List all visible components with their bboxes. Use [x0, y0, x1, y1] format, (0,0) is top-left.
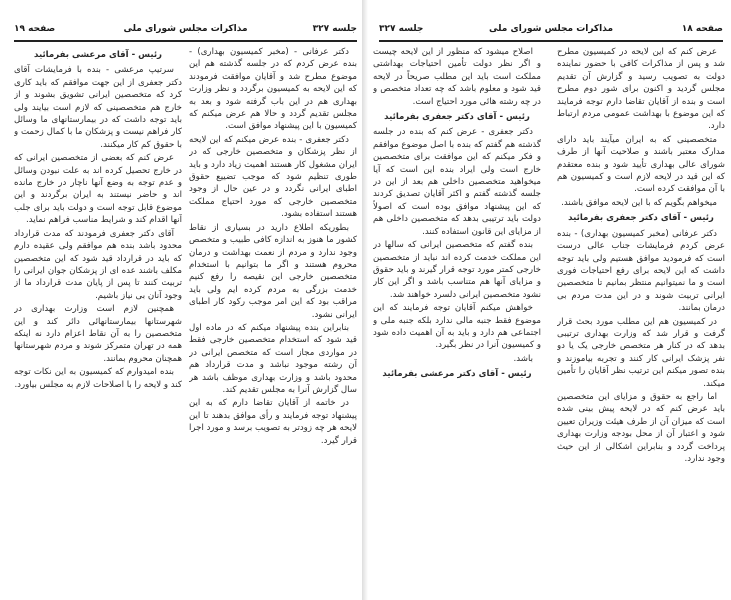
text-column-right: [189, 46, 357, 591]
left-page: [0, 0, 365, 600]
paragraph: بنده امیدوارم که کمیسیون به این نکات توجه کند و لایحه را با اصلاحات لازم به مجلس بیاورد.: [14, 367, 182, 390]
paragraph: در خاتمه از آقایان تقاضا دارم که به این پیشنهاد توجه فرمایند و رأی موافق بدهند تا این لایحه هر چه زودتر به تصویب برسد و مورد اجرا قرار گیرد.: [189, 398, 357, 446]
paragraph: دکتر عرفانی - (مخبر کمیسیون بهداری) - بنده عرض کردم که در جلسه گذشته هم این موضوع مطرح شد و آقایان موافقت فرمودند که این لایحه به کمیسیون برگردد و نظر وزارت بهداری هم در این باب گرفته شود و بعد به مجلس تقدیم گردد و حالا هم عرض میکنم که کمیسیون با این پیشنهاد موافق است.: [189, 47, 357, 132]
right-page: [365, 0, 731, 600]
paragraph: بطوریکه اطلاع دارید در بسیاری از نقاط کشور ما هنوز به اندازه کافی طبیب و متخصص وجود ندارد و مردم از نعمت بهداشت و درمان محروم هستند و اگر ما بتوانیم با استخدام متخصصین خارجی این نقیصه را رفع کنیم خدمت بزرگی به مردم کرده ایم ولی باید مراقب بود که این امر موجب رکود کار اطبای ایرانی نشود.: [189, 222, 357, 320]
paragraph: دکتر جعفری - عرض کنم که بنده در جلسه گذشته هم گفتم که بنده با اصل موضوع موافقم و فکر میکنم که این موافقت برای متخصصین خارج است ولی ایراد بنده این است که آیا میخواهید متخصصین داخلی هم بعد از این در جلسه گذشته گفتم و اکثر آقایان تصدیق کردند که این پیشنهاد موافق بوده است که اصولاً دولت باید ترتیبی بدهد که متخصصین داخلی هم از مزایای این قانون استفاده کنند.: [373, 127, 541, 237]
paragraph: اصلاح میشود که منظور از این لایحه چیست و اگر نظر دولت تأمین احتیاجات بهداشتی مملکت است باید این مطلب صریحاً در لایحه قید شود و معلوم باشد که چه تعداد متخصص و در چه رشته هائی مورد احتیاج است.: [373, 47, 541, 107]
page-header: [14, 24, 357, 38]
speaker-heading: رئیس - آقای دکتر مرعشی بفرمائید: [382, 369, 532, 380]
paragraph: آقای دکتر جعفری فرمودند که مدت قرارداد محدود باشد بنده هم موافقم ولی عقیده دارم که باید در قرارداد قید شود که این متخصصین مکلف باشند عده ای از پزشکان جوان ایرانی را تربیت کنند تا پس از پایان مدت قرارداد ما از وجود آنان بی نیاز باشیم.: [14, 228, 182, 301]
text-column-left: [14, 46, 182, 591]
paragraph: بنابراین بنده پیشنهاد میکنم که در ماده اول قید شود که استخدام متخصصین خارجی فقط در مواردی مجاز است که متخصص ایرانی در آن رشته موجود نباشد و مدت قرارداد هم محدود باشد و وزارت بهداری موظف باشد هر سال گزارش آنرا به مجلس تقدیم کند.: [189, 322, 357, 395]
paragraph: سرتیپ مرعشی - بنده با فرمایشات آقای دکتر جعفری از این جهت موافقم که باید کاری کرد که متخصصین ایرانی تشویق بشوند و از خارج هم متخصصینی که لازم است بیایند ولی باید توجه داشت که در بیمارستانهای ما وسائل کار فراهم نیست و پزشکان ما با کمال زحمت و با حقوق کم کار میکنند.: [14, 65, 182, 150]
page-number: صفحه ۱۹: [14, 24, 56, 34]
paragraph: در کمیسیون هم این مطلب مورد بحث قرار گرفت و قرار شد که وزارت بهداری ترتیبی بدهد که در کنار هر متخصص خارجی یک یا دو نفر پزشک ایرانی کار کنند و تجربه بیاموزند و بنده تصور میکنم این ترتیب نظر آقایان را تأمین میکند.: [557, 316, 725, 389]
header-rule: [14, 40, 357, 42]
paragraph: عرض کنم که بعضی از متخصصین ایرانی که در خارج تحصیل کرده اند به علت نبودن وسائل و عدم توجه به وضع آنها ناچار در خارج مانده اند و حاضر نیستند به ایران برگردند و این موضوع قابل توجه است و دولت باید برای جلب آنها اقدام کند و شرایط مناسب فراهم نماید.: [14, 153, 182, 226]
paragraph: بنده گفتم که متخصصین ایرانی که سالها در این مملکت خدمت کرده اند نباید از متخصصین خارجی کمتر مورد توجه قرار گیرند و باید حقوق و مزایای آنها هم متناسب باشد و اگر این کار نشود متخصصین ایرانی دلسرد خواهند شد.: [373, 240, 541, 300]
paragraph: خواهش میکنم آقایان توجه فرمایند که این موضوع فقط جنبه مالی ندارد بلکه جنبه ملی و اجتماعی هم دارد و باید به آن اهمیت داده شود و کمیسیون آنرا در نظر بگیرد.: [373, 303, 541, 351]
speaker-heading: رئیس - آقای مرعشی بفرمائید: [33, 50, 163, 60]
text-column-right: [557, 46, 725, 591]
paragraph: میخواهم بگویم که با این لایحه موافق باشند.: [561, 197, 717, 208]
publication-title: مذاکرات مجلس شورای ملی: [488, 24, 614, 34]
page-number: صفحه ۱۸: [681, 24, 723, 34]
paragraph: عرض کنم که این لایحه در کمیسیون مطرح شد و پس از مذاکرات کافی با حضور نماینده دولت به تصویب رسید و گزارش آن تقدیم مجلس گردید و اکنون برای شور دوم مطرح است و بنده از آقایان تقاضا دارم توجه فرمایند که این موضوع با بهداشت عمومی مردم ارتباط دارد.: [557, 47, 725, 132]
text-column-left: [373, 46, 541, 591]
speaker-heading: رئیس - آقای دکتر جعفری بفرمائید: [568, 213, 714, 224]
page-header: [379, 24, 723, 38]
header-rule: [379, 40, 723, 42]
session-number: جلسه ۳۲۷: [312, 24, 357, 34]
paragraph: دکتر جعفری - بنده عرض میکنم که این لایحه از نظر پزشکان و متخصصین خارجی که در ایران مشغول کار هستند اهمیت زیاد دارد و باید طوری تنظیم شود که موجب تضییع حقوق اطبای ایرانی نگردد و در عین حال از وجود متخصصین خارجی که مورد احتیاج مملکت هستند استفاده بشود.: [189, 134, 357, 220]
paragraph: همچنین لازم است وزارت بهداری در شهرستانها بیمارستانهائی دائر کند و این متخصصین را به آن نقاط اعزام دارد نه اینکه همه در تهران متمرکز شوند و مردم شهرستانها همچنان محروم بمانند.: [14, 304, 182, 364]
paragraph: اما راجع به حقوق و مزایای این متخصصین باید عرض کنم که در لایحه پیش بینی شده است که میزان آن از طرف هیئت وزیران تعیین شود و اعتبار آن از محل بودجه وزارت بهداری پرداخت گردد و بنابراین اشکالی از این حیث وجود ندارد.: [557, 391, 725, 464]
session-number: جلسه ۳۲۷: [379, 24, 424, 34]
paragraph: متخصصینی که به ایران میآیند باید دارای مدارک معتبر باشند و صلاحیت آنها از طرف شورای عالی بهداری تأیید شود و بنده معتقدم که این قید در لایحه لازم است و کمیسیون هم با آن موافقت کرده است.: [557, 134, 725, 195]
paragraph: باشد.: [513, 353, 533, 364]
publication-title: مذاکرات مجلس شورای ملی: [123, 24, 248, 34]
paragraph: دکتر عرفانی (مخبر کمیسیون بهداری) - بنده عرض کردم فرمایشات جناب عالی درست است که فرمودید موافق هستیم ولی باید توجه داشت که این لایحه برای رفع احتیاجات فوری است و ما نمیتوانیم منتظر بمانیم تا متخصصین ایرانی تربیت شوند و در این مدت مردم بی درمان بمانند.: [557, 228, 725, 314]
speaker-heading: رئیس - آقای دکتر جعفری بفرمائید: [384, 112, 530, 123]
